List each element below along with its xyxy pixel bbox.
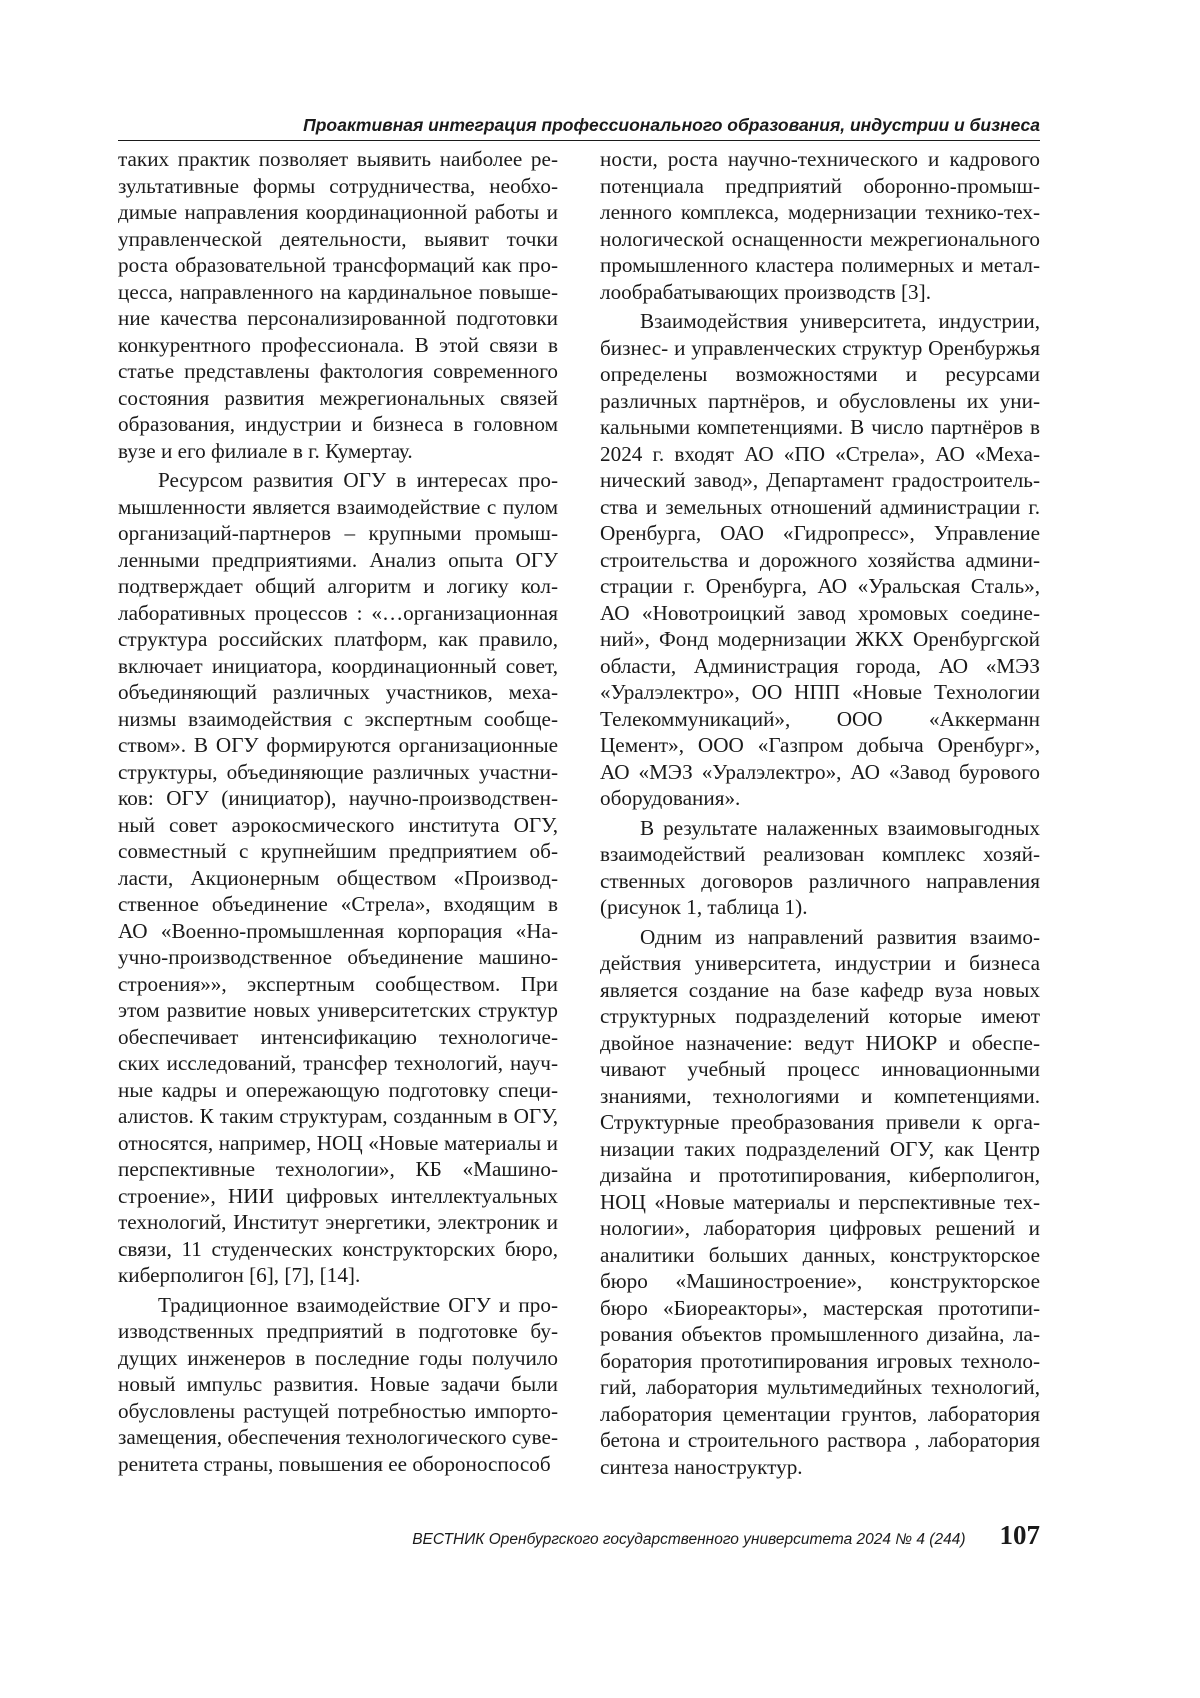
paragraph: В результате налаженных взаимовыгодных взаимодействий реализован комплекс хозяйственных договоров различного направления (рисунок 1, таблица 1). bbox=[600, 815, 1040, 919]
left-column bbox=[118, 146, 558, 1480]
paragraph: Ресурсом развития ОГУ в интересах промышленности является взаимодействие с пулом организаций-партнеров – крупными промышленными предприятиями. Анализ опыта ОГУ подтверждает общий алгоритм и логику коллаборативных процессов : «…организационная структура российских платформ, как правило, включает инициатора, координационный совет, объединяющий различных участников, механизмы взаимодействия с экспертным сообществом». В ОГУ формируются организационные структуры, объединяющие различных участников: ОГУ (инициатор), научно-производственный совет аэрокосмического института ОГУ, совместный с крупнейшим предприятием области, Акционерным обществом «Производственное объединение «Стрела», входящим в АО «Военно-промышленная корпорация «Научно-производственное объединение машиностроения»», экспертным сообществом. При этом развитие новых университетских структур обеспечивает интенсификацию технологических исследований, трансфер технологий, научные кадры и опережающую подготовку специалистов. К таким структурам, созданным в ОГУ, относятся, например, НОЦ «Новые материалы и перспективные технологии», КБ «Машиностроение», НИИ цифровых интеллектуальных технологий, Институт энергетики, электроник и связи, 11 студенческих конструкторских бюро, киберполигон [6], [7], [14]. bbox=[118, 468, 558, 1287]
paragraph-continued: таких практик позволяет выявить наиболее результативные формы сотрудничества, необходимые направления координационной работы и управленческой деятельности, выявит точки роста образовательной трансформаций как процесса, направленного на кардинальное повышение качества персонализированной подготовки конкурентного профессионала. В этой связи в статье представлены фактология современного состояния развития межрегиональных связей образования, индустрии и бизнеса в головном вузе и его филиале в г. Кумертау. bbox=[118, 147, 558, 463]
paragraph: Традиционное взаимодействие ОГУ и производственных предприятий в подготовке будущих инженеров в последние годы получило новый импульс развития. Новые задачи были обусловлены растущей потребностью импортозамещения, обеспечения технологического суверенитета страны, повышения ее обороноспособ bbox=[118, 1292, 558, 1476]
page-number: 107 bbox=[999, 1520, 1040, 1550]
header-rule bbox=[118, 140, 1040, 141]
running-header: Проактивная интеграция профессионального образования, индустрии и бизнеса bbox=[303, 115, 1040, 135]
journal-name: ВЕСТНИК Оренбургского государственного университета 2024 № 4 (244) bbox=[412, 1531, 966, 1548]
paragraph: Одним из направлений развития взаимодействия университета, индустрии и бизнеса является создание на базе кафедр вуза новых структурных подразделений которые имеют двойное назначение: ведут НИОКР и обеспечивают учебный процесс инновационными знаниями, технологиями и компетенциями. Структурные преобразования привели к организации таких подразделений ОГУ, как Центр дизайна и прототипирования, киберполигон, НОЦ «Новые материалы и перспективные технологии», лаборатория цифровых решений и аналитики больших данных, конструкторское бюро «Машиностроение», конструкторское бюро «Биореакторы», мастерская прототипирования объектов промышленного дизайна, лаборатория прототипирования игровых технологий, лаборатория мультимедийных технологий, лаборатория цементации грунтов, лаборатория бетона и строительного раствора , лаборатория синтеза наноструктур. bbox=[600, 924, 1040, 1479]
paragraph-continued: ности, роста научно-технического и кадрового потенциала предприятий оборонно-промышленного комплекса, модернизации технико-технологической оснащенности межрегионального промышленного кластера полимерных и металлообрабатывающих производств [3]. bbox=[600, 147, 1040, 304]
page-footer bbox=[118, 1520, 1040, 1551]
paragraph: Взаимодействия университета, индустрии, бизнес- и управленческих структур Оренбуржья определены возможностями и ресурсами различных партнёров, и обусловлены их уникальными компетенциями. В число партнёров в 2024 г. входят АО «ПО «Стрела», АО «Механический завод», Департамент градостроительства и земельных отношений администрации г. Оренбурга, ОАО «Гидропресс», Управление строительства и дорожного хозяйства администрации г. Оренбурга, АО «Уральская Сталь», АО «Новотроицкий завод хромовых соединений», Фонд модернизации ЖКХ Оренбургской области, Администрация города, АО «МЭЗ «Уралэлектро», ОО НПП «Новые Технологии Телекоммуникаций», ООО «Аккерманн Цемент», ООО «Газпром добыча Оренбург», АО «МЭЗ «Уралэлектро», АО «Завод бурового оборудования». bbox=[600, 309, 1040, 810]
right-column bbox=[600, 146, 1040, 1483]
